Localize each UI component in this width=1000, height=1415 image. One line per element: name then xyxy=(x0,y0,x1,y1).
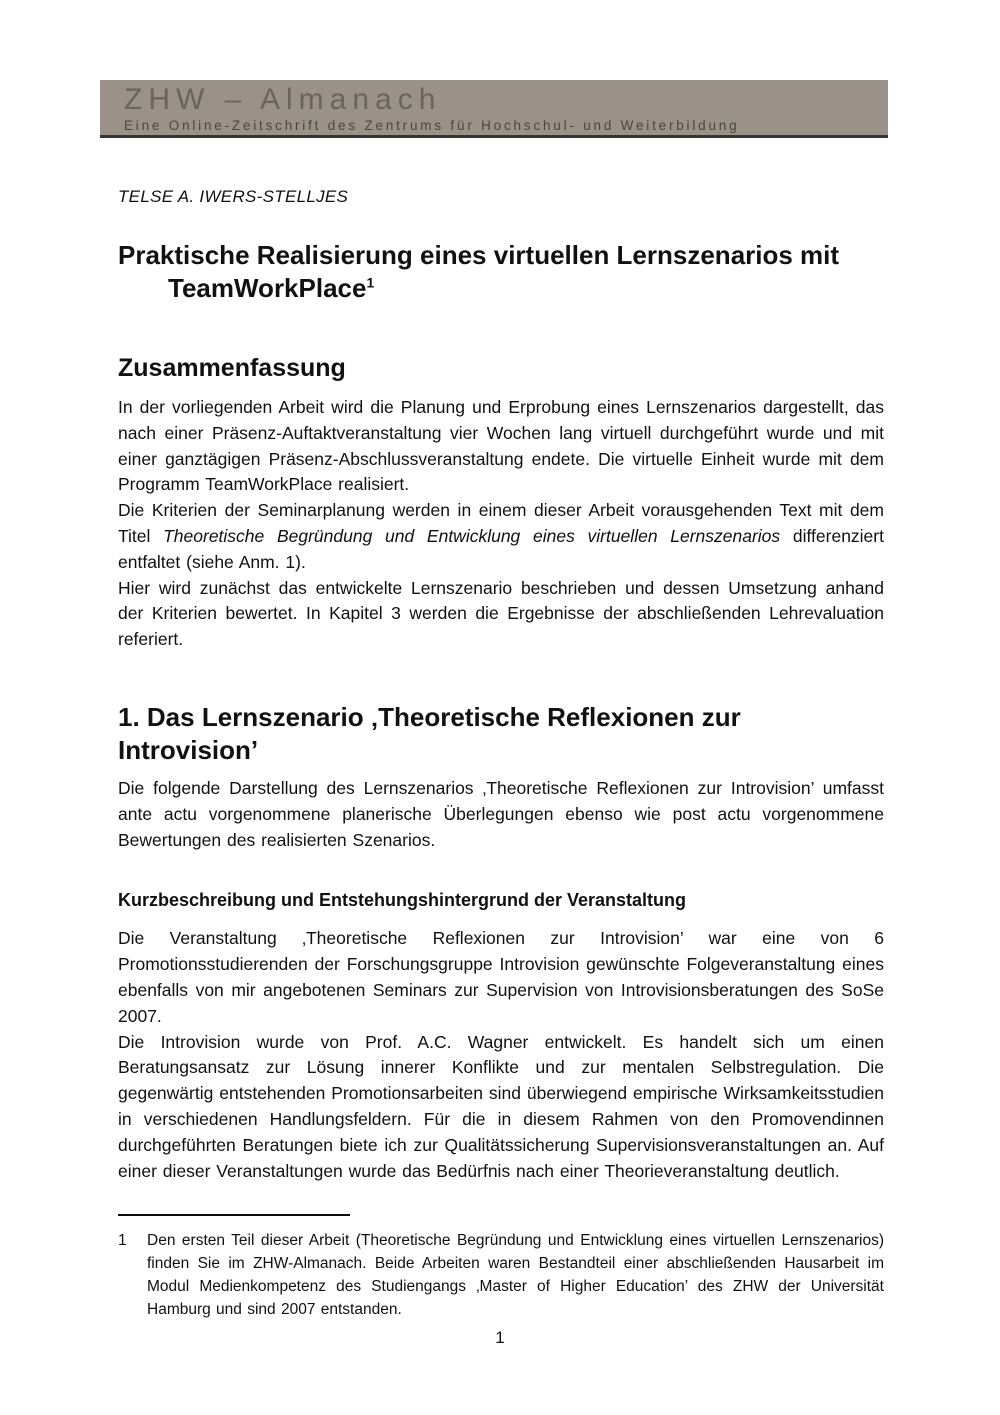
page-number: 1 xyxy=(495,1328,505,1347)
subsection-paragraph-2: Die Introvision wurde von Prof. A.C. Wagner entwickelt. Es handelt sich um einen Beratungsansatz zur Lösung innerer Konflikte und zur mentalen Selbstregulation. Die gegenwärtig entstehenden Promotionsarbeiten sind überwiegend empirische Wirksamkeitsstudien in verschiedenen Handlungsfeldern. Für die in diesem Rahmen von den Promovendinnen durchgeführten Beratungen biete ich zur Qualitätssicherung Supervisionsveranstaltungen an. Auf einer dieser Veranstaltungen wurde das Bedürfnis nach einer Theorieveranstaltung deutlich. xyxy=(118,1031,884,1181)
abstract-heading: Zusammenfassung xyxy=(118,354,346,382)
title-line-1: Praktische Realisierung eines virtuellen Lernszenarios mit xyxy=(118,240,840,270)
title-line-2-text: TeamWorkPlace xyxy=(168,273,367,303)
abstract-paragraph-1: In der vorliegenden Arbeit wird die Planung und Erprobung eines Lernszenarios dargestellt, das nach einer Präsenz-Auftaktveranstaltung vier Wochen lang virtuell durchgeführt wurde und mit einer ganztägigen Präsenz-Abschlussveranstaltung endete. Die virtuelle Einheit wurde mit dem Programm TeamWorkPlace realisiert. xyxy=(118,397,884,495)
abstract-paragraphs xyxy=(118,395,884,653)
journal-subtitle: Eine Online-Zeitschrift des Zentrums für Hochschul- und Weiterbildung xyxy=(124,118,740,133)
section-1-intro-paragraph: Die folgende Darstellung des Lernszenarios ‚Theoretische Reflexionen zur Introvision’ umfasst ante actu vorgenommene planerische Überlegungen ebenso wie post actu vorgenommene Bewertungen des realisierten Szenarios. xyxy=(118,777,884,850)
abstract-paragraph-2: Die Kriterien der Seminarplanung werden in einem dieser Arbeit vorausgehenden Text mit dem Titel Theoretische Begründung und Entwicklung eines virtuellen Lernszenarios differenziert entfaltet (siehe Anm. 1). xyxy=(118,500,884,572)
subsection-paragraphs xyxy=(118,926,884,1184)
footnote xyxy=(118,1229,884,1321)
footnote-separator xyxy=(118,1214,350,1216)
section-1-heading: 1. Das Lernszenario ‚Theoretische Reflexionen zur Introvision’ xyxy=(118,701,741,765)
article-body xyxy=(118,186,884,1321)
author-line: TELSE A. IWERS-STELLJES xyxy=(118,187,349,206)
journal-masthead xyxy=(100,80,888,138)
journal-title: ZHW – Almanach xyxy=(124,83,442,116)
footnote-number: 1 xyxy=(118,1232,127,1250)
footnote-text: Den ersten Teil dieser Arbeit (Theoretische Begründung und Entwicklung eines virtuellen Lernszenarios) finden Sie im ZHW-Almanach. Beide Arbeiten waren Bestandteil einer abschließenden Hausarbeit im Modul Medienkompetenz des Studiengangs ‚Master of Higher Education’ des ZHW der Universität Hamburg und sind 2007 entstanden. xyxy=(147,1232,884,1319)
article-title xyxy=(118,239,884,305)
subsection-paragraph-1: Die Veranstaltung ‚Theoretische Reflexionen zur Introvision’ war eine von 6 Promotionsstudierenden der Forschungsgruppe Introvision gewünschte Folgeveranstaltung eines ebenfalls von mir angebotenen Seminars zur Supervision von Introvisionsberatungen des SoSe 2007. xyxy=(118,928,884,1026)
abstract-paragraph-3: Hier wird zunächst das entwickelte Lernszenario beschrieben und dessen Umsetzung anhand der Kriterien bewertet. In Kapitel 3 werden die Ergebnisse der abschließenden Lehrevaluation referiert. xyxy=(118,577,884,650)
subsection-heading: Kurzbeschreibung und Entstehungshintergrund der Veranstaltung xyxy=(118,890,687,911)
footnote-ref-superscript: 1 xyxy=(366,274,375,291)
title-line-2 xyxy=(118,272,884,305)
